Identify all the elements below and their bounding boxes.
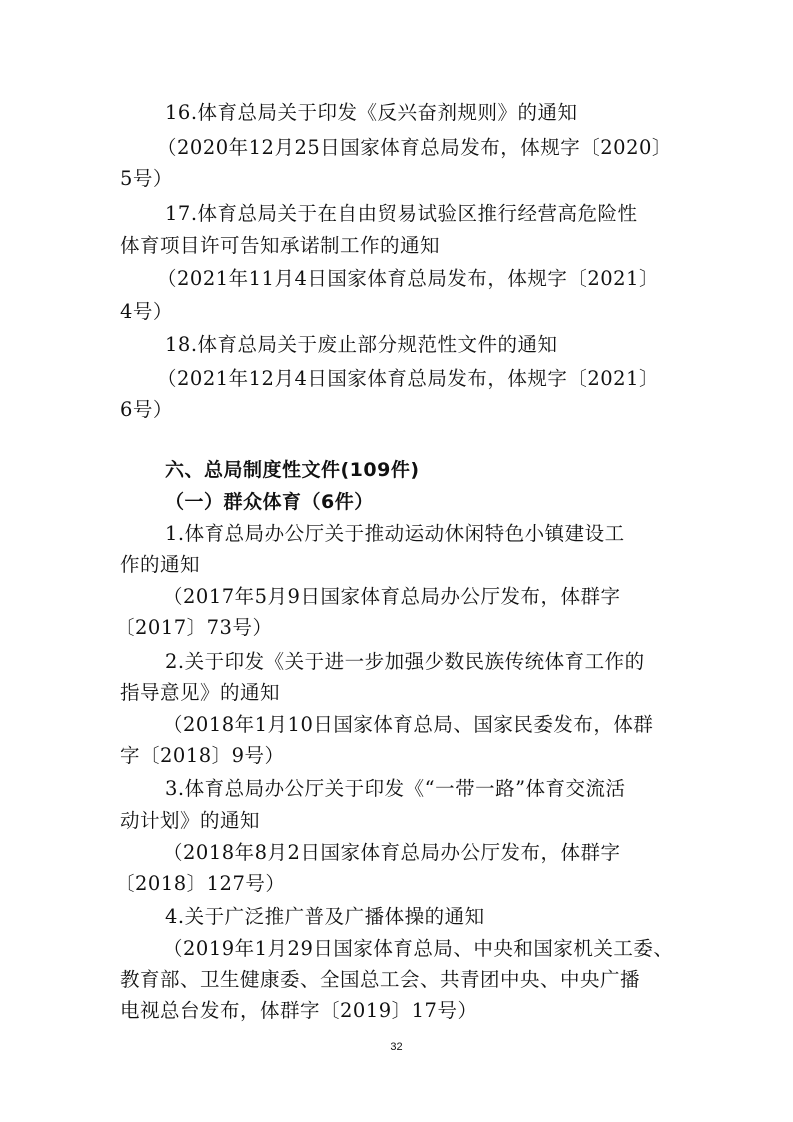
item-16-meta-cont: 5号） (120, 167, 173, 190)
item-18-title: 18.体育总局关于废止部分规范性文件的通知 (165, 333, 558, 356)
item-18-meta-cont: 6号） (120, 398, 173, 421)
item-4-title: 4.关于广泛推广普及广播体操的通知 (165, 905, 485, 928)
item-18-meta: （2021年12月4日国家体育总局发布，体规字〔2021〕 (157, 367, 659, 390)
item-3-meta-cont: 〔2018〕127号） (115, 872, 286, 895)
item-17-title-cont: 体育项目许可告知承诺制工作的通知 (120, 234, 441, 257)
item-4-meta-cont-2: 电视总台发布，体群字〔2019〕17号） (120, 999, 478, 1022)
item-3-title-cont: 动计划》的通知 (120, 809, 261, 832)
item-3-title: 3.体育总局办公厅关于印发《“一带一路”体育交流活 (165, 777, 626, 800)
section-heading: 六、总局制度性文件(109件) (165, 459, 420, 481)
subsection-heading: （一）群众体育（6件） (165, 491, 374, 513)
item-1-meta-cont: 〔2017〕73号） (115, 616, 273, 639)
item-1-title-cont: 作的通知 (120, 553, 201, 576)
item-3-meta: （2018年8月2日国家体育总局办公厅发布，体群字 (163, 841, 621, 864)
item-17-meta-cont: 4号） (120, 300, 173, 323)
item-2-title: 2.关于印发《关于进一步加强少数民族传统体育工作的 (165, 650, 645, 673)
item-2-meta-cont: 字〔2018〕9号） (120, 744, 285, 767)
item-2-meta: （2018年1月10日国家体育总局、国家民委发布，体群 (163, 713, 654, 736)
item-1-title: 1.体育总局办公厅关于推动运动休闲特色小镇建设工 (165, 522, 625, 545)
page-number: 32 (390, 1041, 403, 1053)
item-16-meta: （2020年12月25日国家体育总局发布，体规字〔2020〕 (157, 136, 672, 159)
item-4-meta: （2019年1月29日国家体育总局、中央和国家机关工委、 (163, 937, 674, 960)
item-17-title: 17.体育总局关于在自由贸易试验区推行经营高危险性 (165, 202, 638, 225)
item-1-meta: （2017年5月9日国家体育总局办公厅发布，体群字 (163, 585, 621, 608)
item-4-meta-cont-1: 教育部、卫生健康委、全国总工会、共青团中央、中央广播 (120, 968, 641, 991)
item-17-meta: （2021年11月4日国家体育总局发布，体规字〔2021〕 (157, 267, 659, 290)
item-16-title: 16.体育总局关于印发《反兴奋剂规则》的通知 (165, 101, 578, 124)
item-2-title-cont: 指导意见》的通知 (120, 681, 281, 704)
